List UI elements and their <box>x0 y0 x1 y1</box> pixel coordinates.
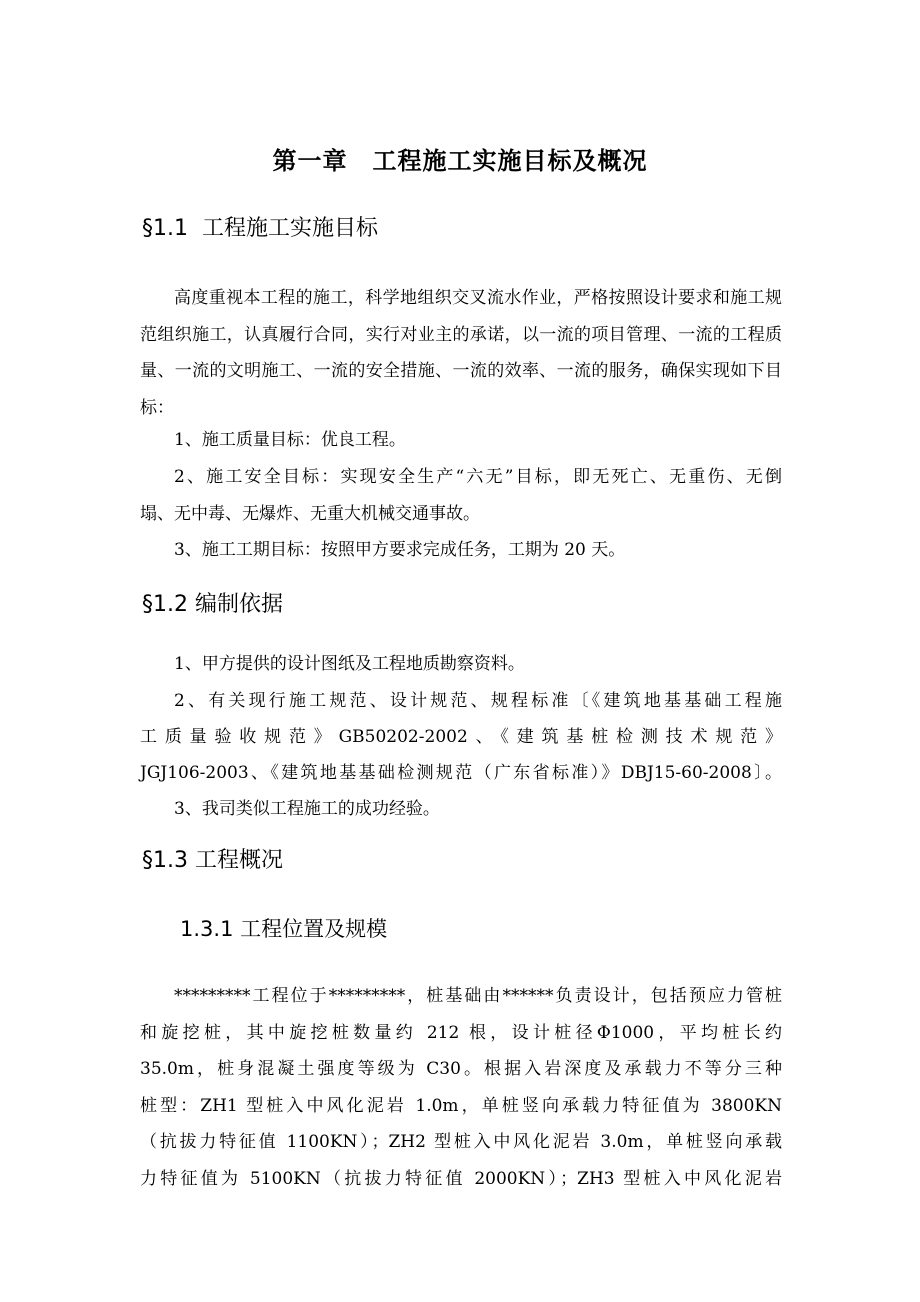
goal-quality: 1、施工质量目标：优良工程。 <box>174 430 406 450</box>
overview-line-3: 35.0m，桩身混凝土强度等级为 C30。根据入岩深度及承载力不等分三种 <box>140 1059 782 1079</box>
overview-line-4: 桩型：ZH1 型桩入中风化泥岩 1.0m，单桩竖向承载力特征值为 3800KN <box>140 1096 782 1116</box>
goal-safety-line-1: 2、施工安全目标：实现安全生产“六无”目标，即无死亡、无重伤、无倒 <box>174 467 782 487</box>
overview-line-2: 和旋挖桩，其中旋挖桩数量约 212 根，设计桩径Φ1000，平均桩长约 <box>140 1023 782 1043</box>
basis-item-2-line-3: JGJ106-2003、《建筑地基基础检测规范（广东省标准）》DBJ15-60-2008〕。 <box>140 763 782 783</box>
section-title-1-2: §1.2 编制依据 <box>142 592 283 617</box>
chapter-title: 第一章 工程施工实施目标及概况 <box>272 147 648 175</box>
goal-safety-line-2: 塌、无中毒、无爆炸、无重大机械交通事故。 <box>140 504 480 524</box>
basis-item-2-line-1: 2、有关现行施工规范、设计规范、规程标准〔《建筑地基基础工程施 <box>174 691 782 711</box>
overview-line-5: （抗拔力特征值 1100KN）；ZH2 型桩入中风化泥岩 3.0m，单桩竖向承载 <box>140 1132 782 1152</box>
basis-item-3: 3、我司类似工程施工的成功经验。 <box>174 799 440 819</box>
basis-item-1: 1、甲方提供的设计图纸及工程地质勘察资料。 <box>174 654 525 674</box>
overview-line-1: *********工程位于*********，桩基础由******负责设计，包括预应力管桩 <box>174 986 782 1006</box>
section-title-1-1: §1.1 工程施工实施目标 <box>142 216 378 241</box>
subsection-title-1-3-1: 1.3.1 工程位置及规模 <box>180 917 388 941</box>
paragraph-goals-intro: 高度重视本工程的施工，科学地组织交叉流水作业，严格按照设计要求和施工规范组织施工，认真履行合同，实行对业主的承诺，以一流的项目管理、一流的工程质量、一流的文明施工、一流的安全措施、一流的效率、一流的服务，确保实现如下目标： <box>140 288 782 418</box>
basis-item-2-line-2: 工质量验收规范》GB50202-2002、《建筑基桩检测技术规范》 <box>140 727 782 747</box>
goal-schedule: 3、施工工期目标：按照甲方要求完成任务，工期为 20 天。 <box>174 540 626 560</box>
overview-line-6: 力特征值为 5100KN（抗拔力特征值 2000KN）；ZH3 型桩入中风化泥岩 <box>140 1169 782 1189</box>
section-title-1-3: §1.3 工程概况 <box>142 848 283 873</box>
